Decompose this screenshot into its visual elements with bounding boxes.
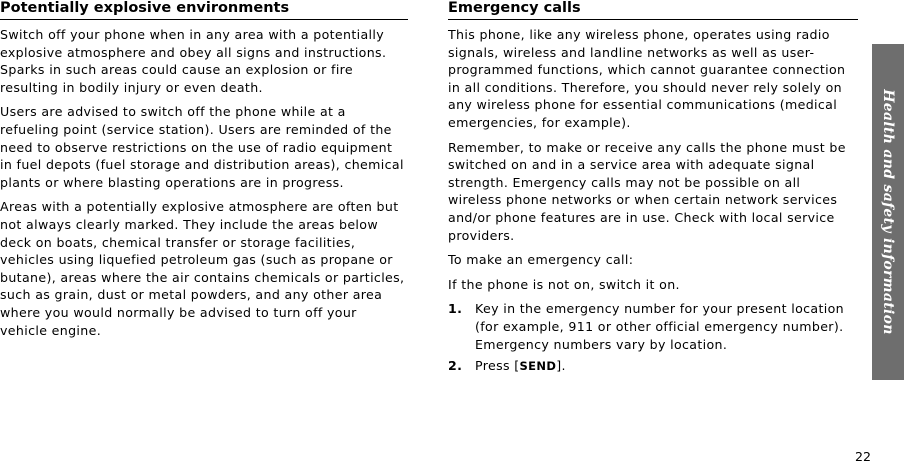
side-tab-label: Health and safety information: [880, 89, 896, 335]
section-heading-emergency-calls: Emergency calls: [448, 0, 858, 20]
send-key-label: SEND: [519, 359, 557, 374]
paragraph: Areas with a potentially explosive atmosphere are often but not always clearly marked. They include the areas below deck on boats, chemical transfer or storage facilities, vehicles using liquefied petroleum gas (such as propane or butane), areas where the air contains chemicals or particles, such as grain, dust or metal powders, and any other area where you would normally be advised to turn off your vehicle engine.: [0, 199, 405, 338]
step-item: [448, 300, 858, 353]
step-number: 2.: [448, 358, 463, 374]
paragraph: If the phone is not on, switch it on.: [448, 276, 680, 292]
step-text-suffix: ].: [556, 358, 566, 374]
page-number: 22: [855, 449, 872, 464]
step-number: 1.: [448, 301, 463, 317]
step-text-prefix: Press [: [475, 358, 520, 374]
paragraph: Remember, to make or receive any calls the phone must be switched on and in a service area with adequate signal strength. Emergency calls may not be possible on all wireless phone networks or when certain network services and/or phone features are in use. Check with local service providers.: [448, 139, 846, 243]
paragraph: Users are advised to switch off the phone while at a refueling point (service station). Users are reminded of the need to observe restrictions on the use of radio equipment in fuel depots (fuel storage and distribution areas), chemical plants or where blasting operations are in progress.: [0, 104, 404, 190]
left-column: [0, 0, 408, 339]
paragraph: To make an emergency call:: [448, 252, 634, 268]
paragraph: This phone, like any wireless phone, operates using radio signals, wireless and landline networks as well as user-programmed functions, which cannot guarantee connection in all conditions. Therefore, you should never rely solely on any wireless phone for essential communications (medical emergencies, for example).: [448, 27, 846, 130]
section-heading-explosive-environments: Potentially explosive environments: [0, 0, 408, 20]
step-text: [475, 357, 566, 376]
step-text: Key in the emergency number for your present location (for example, 911 or other official emergency number). Emergency numbers vary by location.: [475, 301, 845, 352]
paragraph: Switch off your phone when in any area with a potentially explosive atmosphere and obey all signs and instructions. Sparks in such areas could cause an explosion or fire resulting in bodily injury or even death.: [0, 27, 387, 95]
step-item: [448, 357, 858, 376]
emergency-call-steps: [448, 300, 858, 375]
section-side-tab: [872, 44, 904, 380]
right-column: [448, 0, 858, 376]
